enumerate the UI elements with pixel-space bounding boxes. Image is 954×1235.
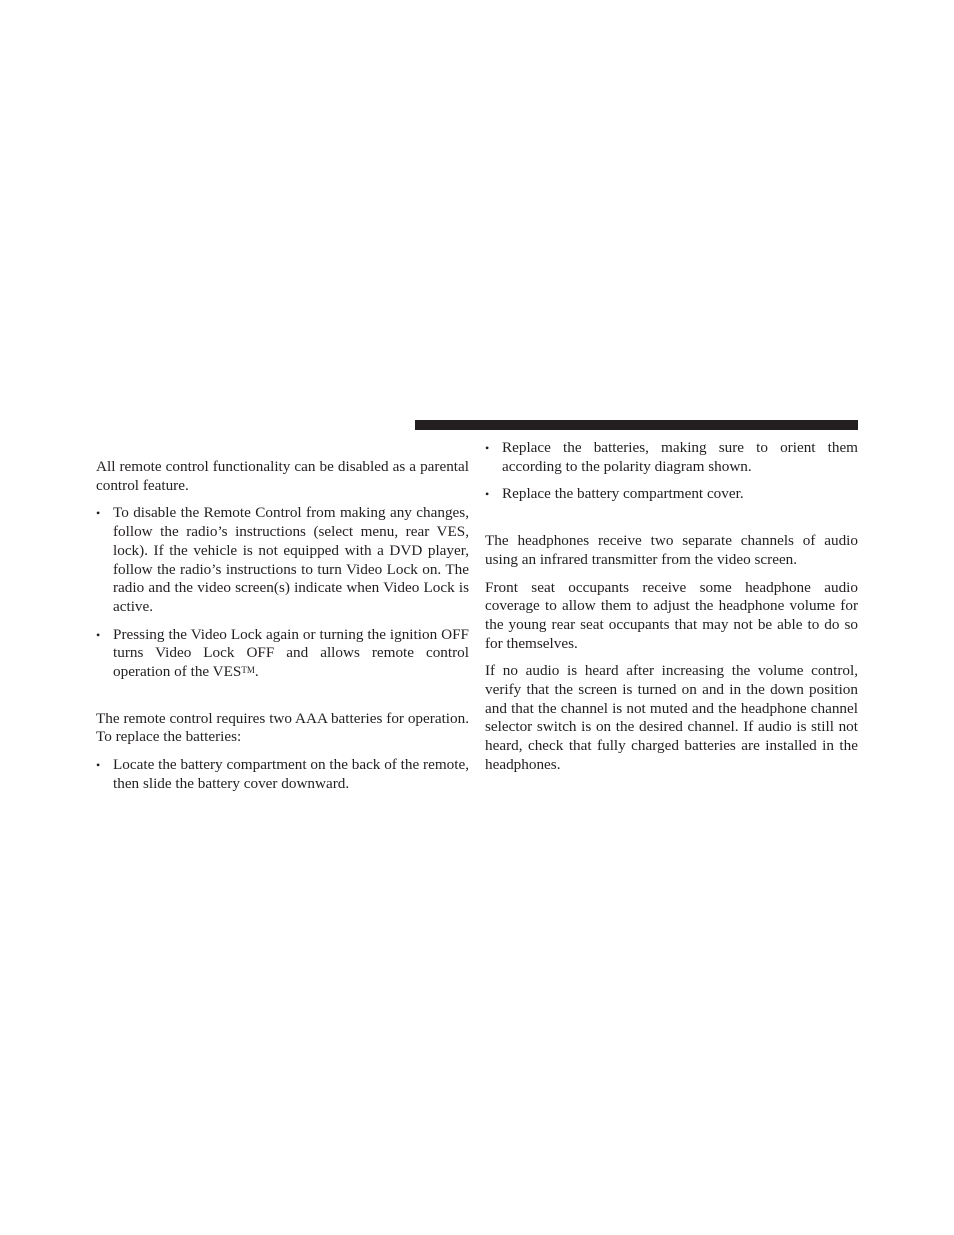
- bullet-icon: •: [485, 441, 490, 455]
- battery-steps-list-continued: [485, 439, 858, 504]
- list-item: • Locate the battery compartment on the back of the remote, then slide the battery cover downward.: [96, 756, 469, 792]
- battery-intro: The remote control requires two AAA batteries for operation. To replace the batteries:: [96, 709, 469, 746]
- list-item: • Replace the battery compartment cover.: [485, 485, 744, 503]
- headphones-paragraph: Front seat occupants receive some headphone audio coverage to allow them to adjust the headphone volume for the young rear seat occupants that may not be able to do so for themselves.: [485, 578, 858, 652]
- bullet-icon: •: [96, 627, 101, 642]
- headphones-paragraph: If no audio is heard after increasing the volume control, verify that the screen is turned on and in the down position and that the channel is not muted and the headphone channel selector switch is on the desired channel. If audio is still not heard, check that fully charged batteries are installed in the headphones.: [485, 662, 858, 773]
- list-item: • To disable the Remote Control from making any changes, follow the radio’s instructions (select menu, rear VES, lock). If the vehicle is not equipped with a DVD player, follow the radio’s instructions to turn Video Lock on. The radio and the video screen(s) indicate when Video Lock is active.: [96, 504, 469, 615]
- right-column: [485, 439, 858, 784]
- list-item: • Pressing the Video Lock again or turning the ignition OFF turns Video Lock OFF and allows remote control operation of the VES™.: [96, 625, 469, 681]
- bullet-icon: •: [96, 758, 101, 773]
- trademark-mark: TM: [241, 665, 255, 676]
- headphones-paragraph: The headphones receive two separate channels of audio using an infrared transmitter from the video screen.: [485, 532, 858, 568]
- bullet-icon: •: [96, 506, 101, 521]
- parental-control-list: [96, 504, 469, 681]
- battery-steps-list: [96, 756, 469, 793]
- parental-control-intro: All remote control functionality can be disabled as a parental control feature.: [96, 458, 469, 494]
- left-column: [96, 458, 469, 803]
- list-item: • Replace the batteries, making sure to orient them according to the polarity diagram shown.: [485, 439, 858, 475]
- section-header-bar: [415, 420, 858, 430]
- bullet-icon: •: [485, 487, 490, 502]
